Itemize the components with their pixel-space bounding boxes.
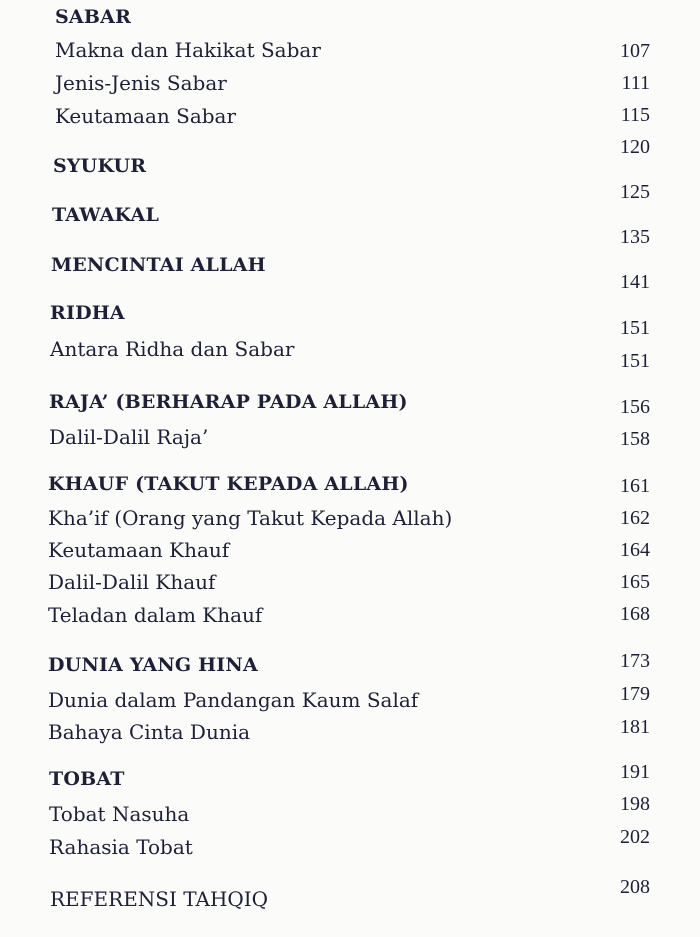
page-number: 181: [620, 716, 650, 738]
page-number: 179: [620, 683, 650, 705]
toc-entry-keutamaan-sabar: Keutamaan Sabar: [55, 104, 237, 128]
toc-entry-jenis-sabar: Jenis-Jenis Sabar: [55, 71, 227, 95]
page-number: 158: [620, 428, 650, 450]
page-number: 208: [620, 876, 650, 898]
toc-entry-dalil-raja: Dalil-Dalil Raja’: [49, 425, 209, 449]
toc-heading-sabar: SABAR: [55, 6, 132, 28]
page-number: 151: [620, 350, 650, 372]
toc-heading-raja: RAJA’ (BERHARAP PADA ALLAH): [49, 391, 408, 413]
page-number: 191: [620, 761, 650, 783]
toc-heading-khauf: KHAUF (TAKUT KEPADA ALLAH): [48, 473, 409, 495]
toc-heading-ridha: RIDHA: [50, 302, 125, 324]
page-number: 135: [620, 226, 650, 248]
toc-entry-bahaya-cinta-dunia: Bahaya Cinta Dunia: [48, 720, 251, 744]
page-number: 125: [620, 181, 650, 203]
toc-heading-referensi-tahqiq: REFERENSI TAHQIQ: [50, 887, 269, 911]
page-number: 107: [620, 40, 650, 62]
toc-heading-mencintai-allah: MENCINTAI ALLAH: [51, 254, 266, 276]
toc-entry-teladan-khauf: Teladan dalam Khauf: [48, 603, 263, 627]
page-number: 202: [620, 826, 650, 848]
toc-heading-tawakal: TAWAKAL: [52, 204, 160, 226]
page-number: 198: [620, 793, 650, 815]
page-number: 141: [620, 271, 650, 293]
page-number: 111: [621, 72, 650, 94]
toc-entry-makna-hakikat-sabar: Makna dan Hakikat Sabar: [55, 38, 321, 62]
toc-entry-khaif: Kha’if (Orang yang Takut Kepada Allah): [48, 506, 453, 530]
toc-heading-tobat: TOBAT: [49, 768, 125, 790]
page-number: 168: [620, 603, 650, 625]
page-number: 165: [620, 571, 650, 593]
page-number: 162: [620, 507, 650, 529]
toc-entry-dalil-khauf: Dalil-Dalil Khauf: [48, 570, 216, 594]
page-number: 156: [620, 396, 650, 418]
page-number: 151: [620, 317, 650, 339]
page-number: 161: [620, 475, 650, 497]
toc-entry-keutamaan-khauf: Keutamaan Khauf: [48, 538, 230, 562]
toc-entry-antara-ridha-sabar: Antara Ridha dan Sabar: [50, 337, 295, 361]
toc-entry-dunia-salaf: Dunia dalam Pandangan Kaum Salaf: [48, 688, 419, 712]
toc-entry-tobat-nasuha: Tobat Nasuha: [49, 802, 190, 826]
page-number: 173: [620, 650, 650, 672]
page-number: 120: [620, 136, 650, 158]
toc-entry-rahasia-tobat: Rahasia Tobat: [49, 835, 193, 859]
page-number: 164: [620, 539, 650, 561]
toc-heading-syukur: SYUKUR: [53, 155, 147, 177]
page-number: 115: [620, 104, 650, 126]
toc-heading-dunia-yang-hina: DUNIA YANG HINA: [48, 654, 258, 676]
